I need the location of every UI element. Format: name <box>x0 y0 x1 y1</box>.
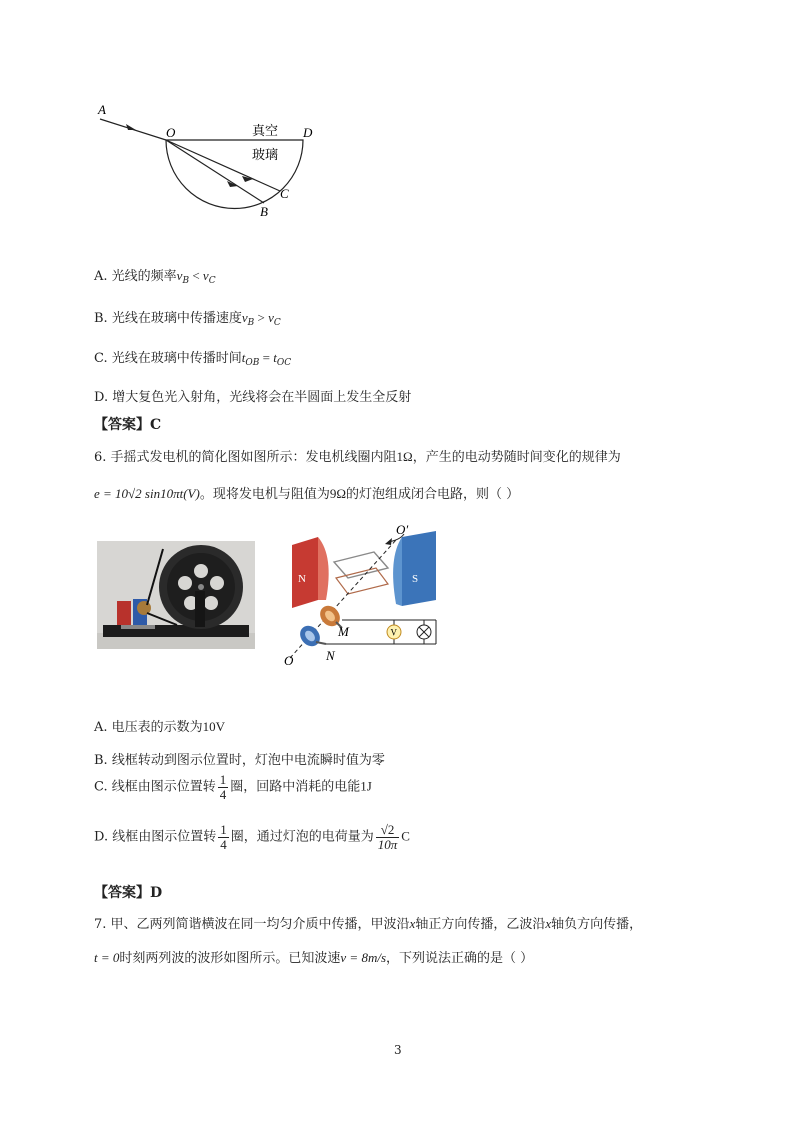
q7-text: 时刻两列波的波形如图所示。已知波速 <box>119 951 341 966</box>
option-text: B. 光线在玻璃中传播速度 <box>94 311 242 326</box>
q6-option-a <box>94 716 225 735</box>
label-o-prime: O′ <box>396 522 409 537</box>
q5-option-c <box>94 347 291 368</box>
generator-schematic <box>276 520 446 670</box>
ray-ob-arrow <box>227 181 238 187</box>
q6-answer: 【答案】D <box>94 885 163 901</box>
math-symbol: v <box>241 310 248 325</box>
time-condition: t = 0 <box>94 950 120 965</box>
q7-text: 轴正方向传播，乙波沿 <box>415 917 546 932</box>
math-symbol: x <box>409 916 416 931</box>
voltage-value: 10V <box>202 719 226 734</box>
q5-answer: 【答案】C <box>94 417 162 433</box>
s-pole-magnet <box>402 531 436 606</box>
q6-line2 <box>94 483 519 502</box>
math-symbol: t <box>273 350 277 365</box>
math-symbol: x <box>545 916 552 931</box>
option-text: C. 线框由图示位置转 <box>94 779 216 795</box>
resistance-value: 1Ω <box>396 449 413 464</box>
label-m: M <box>338 624 349 639</box>
q5-option-a <box>94 265 216 286</box>
q5-option-d: D. 增大复色光入射角，光线将会在半圆面上发生全反射 <box>94 390 412 405</box>
q7-line1 <box>94 913 642 932</box>
q6-text: 6. 手摇式发电机的简化图如图所示：发电机线圈内阻 <box>94 450 397 465</box>
charge-fraction: $\frac{√2}{10\pi}$ <box>377 822 398 852</box>
option-text: D. 线框由图示位置转 <box>94 829 217 845</box>
subscript: B <box>182 276 190 286</box>
q6-option-b: B. 线框转动到图示位置时，灯泡中电流瞬时值为零 <box>94 753 385 768</box>
subscript: OC <box>276 358 292 368</box>
q6-text: 的灯泡组成闭合电路，则（ ） <box>346 487 520 502</box>
option-text: C. 光线在玻璃中传播时间 <box>94 351 242 366</box>
ray-ob <box>166 140 264 203</box>
n-pole-label: N <box>298 573 306 585</box>
q7-text: 轴负方向传播， <box>551 917 643 932</box>
operator: = <box>259 350 274 365</box>
subscript: C <box>273 318 281 328</box>
q6-text: ，产生的电动势随时间变化的规律为 <box>412 450 621 465</box>
q6-text: 。现将发电机与阻值为 <box>199 487 330 502</box>
energy-value: 1J <box>360 778 372 794</box>
q7-text: 7. 甲、乙两列简谐横波在同一均匀介质中传播，甲波沿 <box>94 917 410 932</box>
label-O: O <box>166 125 176 140</box>
subscript: C <box>208 276 216 286</box>
page-number: 3 <box>394 1043 402 1057</box>
s-pole-label: S <box>412 573 419 585</box>
q7-line2 <box>94 947 533 966</box>
incident-arrow <box>126 124 136 130</box>
label-n: N <box>326 648 335 663</box>
vacuum-label: 真空 <box>252 123 279 138</box>
glass-label: 玻璃 <box>252 147 279 162</box>
label-D: D <box>303 125 313 140</box>
fraction-quarter: $\frac{1}{4}$ <box>220 822 227 852</box>
fraction-quarter: $\frac{1}{4}$ <box>219 772 227 802</box>
label-o: O <box>284 653 294 668</box>
voltmeter-label: V <box>390 627 397 638</box>
wave-speed: v = 8m/s <box>340 950 387 965</box>
optics-figure <box>90 95 330 225</box>
option-text: 圈，通过灯泡的电荷量为 <box>230 829 374 845</box>
option-text: A. 光线的频率 <box>94 269 177 284</box>
subscript: B <box>247 318 255 328</box>
label-C: C <box>280 186 289 201</box>
option-text: 圈，回路中消耗的电能 <box>230 779 361 795</box>
red-magnet <box>117 601 131 625</box>
q6-option-d <box>94 823 410 851</box>
operator: > <box>254 310 269 325</box>
math-symbol: v <box>268 310 274 325</box>
label-B: B <box>260 204 268 219</box>
option-text: A. 电压表的示数为 <box>94 720 203 735</box>
subscript: OB <box>245 358 260 368</box>
q5-option-b <box>94 307 281 328</box>
math-symbol: ν <box>202 268 209 283</box>
charge-unit: C <box>401 828 410 844</box>
generator-photo <box>97 541 255 649</box>
label-A: A <box>98 102 106 117</box>
q6-line1 <box>94 446 621 465</box>
operator: < <box>189 268 203 283</box>
resistance-value: 9Ω <box>329 486 347 501</box>
math-symbol: t <box>241 350 246 365</box>
q6-option-c <box>94 773 372 801</box>
math-symbol: ν <box>176 268 183 283</box>
q7-text: ，下列说法正确的是（ ） <box>386 951 534 966</box>
emf-equation: e = 10√2 sin10πt(V) <box>94 486 200 501</box>
